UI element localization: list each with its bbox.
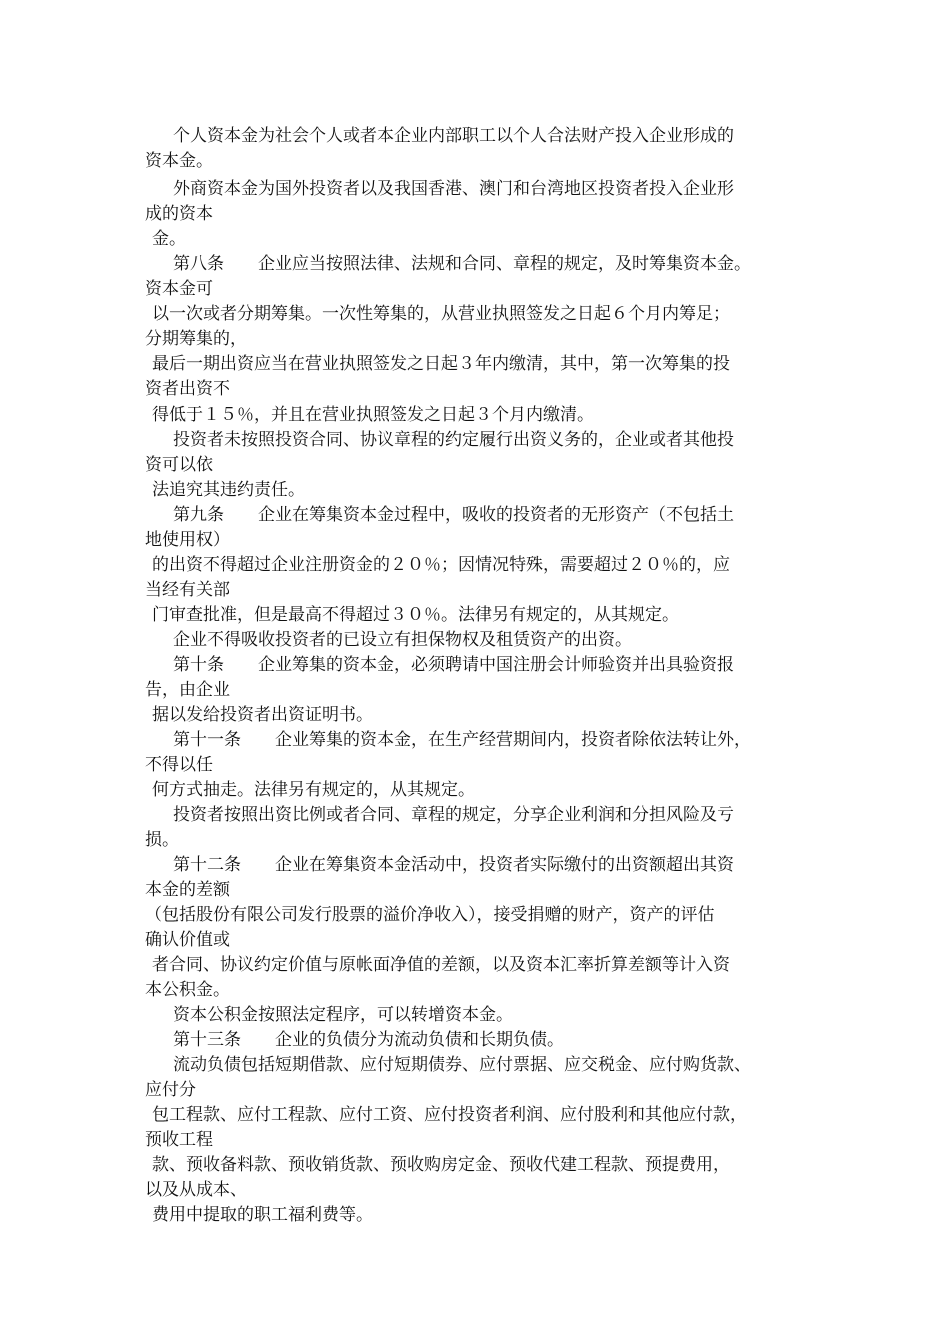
paragraph-line: 告，由企业 (145, 680, 230, 700)
paragraph-line: 资者出资不 (145, 379, 230, 399)
paragraph-line: 者合同、协议约定价值与原帐面净值的差额，以及资本汇率折算差额等计入资 (152, 955, 730, 975)
paragraph-line: 包工程款、应付工程款、应付工资、应付投资者利润、应付股利和其他应付款， (152, 1105, 747, 1125)
paragraph-line: 最后一期出资应当在营业执照签发之日起３年内缴清，其中，第一次筹集的投 (152, 354, 730, 374)
paragraph-line: 的出资不得超过企业注册资金的２０％；因情况特殊，需要超过２０％的，应 (152, 555, 730, 575)
paragraph-line: 费用中提取的职工福利费等。 (152, 1205, 373, 1225)
paragraph-line: 本金的差额 (145, 880, 230, 900)
paragraph-line: 成的资本 (145, 204, 213, 224)
paragraph-line: 预收工程 (145, 1130, 213, 1150)
paragraph-line: （包括股份有限公司发行股票的溢价净收入），接受捐赠的财产，资产的评估 (145, 905, 715, 925)
paragraph-line: 何方式抽走。法律另有规定的，从其规定。 (152, 780, 475, 800)
paragraph-line: 投资者按照出资比例或者合同、章程的规定，分享企业利润和分担风险及亏 (173, 805, 734, 825)
paragraph-line: 确认价值或 (145, 930, 230, 950)
paragraph-line: 据以发给投资者出资证明书。 (152, 705, 373, 725)
paragraph-line: 资本金。 (145, 151, 213, 171)
paragraph-line: 企业不得吸收投资者的已设立有担保物权及租赁资产的出资。 (173, 630, 632, 650)
paragraph-line: 损。 (145, 830, 179, 850)
paragraph-line: 流动负债包括短期借款、应付短期债券、应付票据、应交税金、应付购货款、 (173, 1055, 751, 1075)
paragraph-line: 金。 (152, 229, 186, 249)
paragraph-line: 以及从成本、 (145, 1180, 247, 1200)
paragraph-line: 资本公积金按照法定程序，可以转增资本金。 (173, 1005, 513, 1025)
paragraph-line: 资可以依 (145, 455, 213, 475)
paragraph-line: 当经有关部 (145, 580, 230, 600)
paragraph-line: 以一次或者分期筹集。一次性筹集的，从营业执照签发之日起６个月内筹足； (152, 304, 730, 324)
paragraph-line: 个人资本金为社会个人或者本企业内部职工以个人合法财产投入企业形成的 (173, 126, 734, 146)
paragraph-line: 应付分 (145, 1080, 196, 1100)
paragraph-line: 得低于１５％，并且在营业执照签发之日起３个月内缴清。 (152, 405, 594, 425)
paragraph-line: 门审查批准，但是最高不得超过３０％。法律另有规定的，从其规定。 (152, 605, 679, 625)
paragraph-line: 不得以任 (145, 755, 213, 775)
paragraph-line: 投资者未按照投资合同、协议章程的约定履行出资义务的，企业或者其他投 (173, 430, 734, 450)
paragraph-line: 法追究其违约责任。 (152, 480, 305, 500)
paragraph-line: 第十一条 企业筹集的资本金，在生产经营期间内，投资者除依法转让外， (173, 730, 751, 750)
paragraph-line: 第八条 企业应当按照法律、法规和合同、章程的规定，及时筹集资本金。 (173, 254, 751, 274)
paragraph-line: 本公积金。 (145, 980, 230, 1000)
paragraph-line: 资本金可 (145, 279, 213, 299)
paragraph-line: 第十二条 企业在筹集资本金活动中，投资者实际缴付的出资额超出其资 (173, 855, 734, 875)
paragraph-line: 地使用权） (145, 530, 230, 550)
paragraph-line: 第十三条 企业的负债分为流动负债和长期负债。 (173, 1030, 564, 1050)
paragraph-line: 款、预收备料款、预收销货款、预收购房定金、预收代建工程款、预提费用， (152, 1155, 730, 1175)
paragraph-line: 分期筹集的， (145, 329, 247, 349)
paragraph-line: 第十条 企业筹集的资本金，必须聘请中国注册会计师验资并出具验资报 (173, 655, 734, 675)
paragraph-line: 外商资本金为国外投资者以及我国香港、澳门和台湾地区投资者投入企业形 (173, 179, 734, 199)
paragraph-line: 第九条 企业在筹集资本金过程中，吸收的投资者的无形资产（不包括土 (173, 505, 734, 525)
